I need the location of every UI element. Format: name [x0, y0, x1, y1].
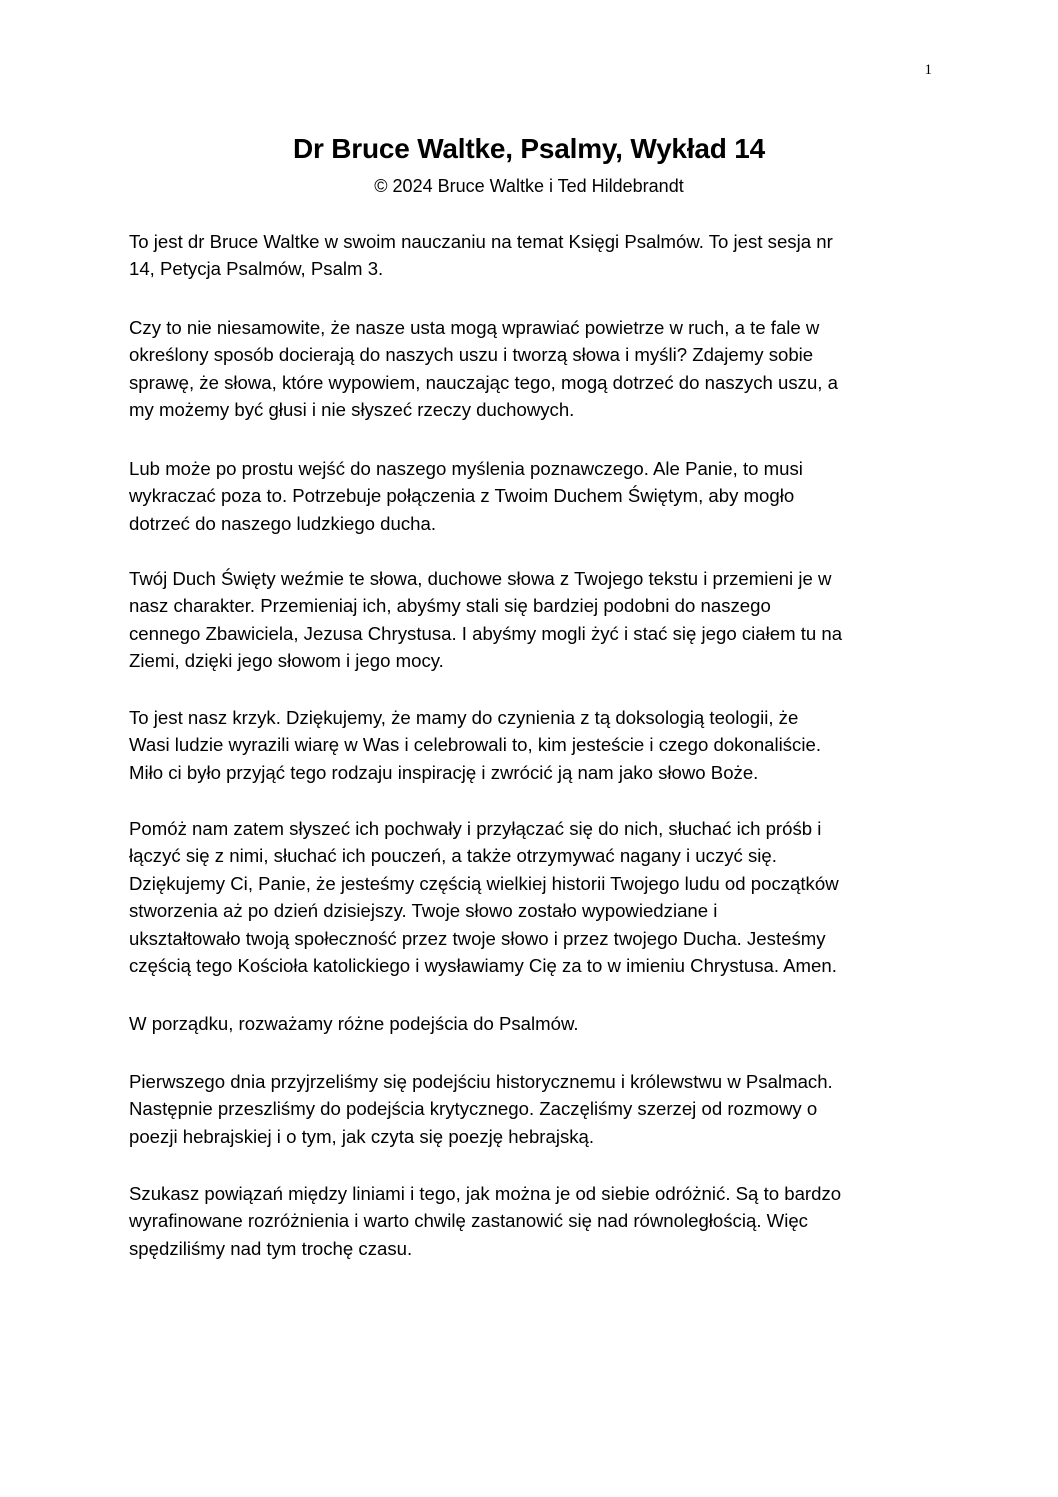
text-line: To jest dr Bruce Waltke w swoim nauczaniu na temat Księgi Psalmów. To jest sesja nr: [129, 231, 833, 252]
paragraph: [129, 815, 839, 979]
paragraph: [129, 314, 838, 424]
text-line: wyrafinowane rozróżnienia i warto chwilę zastanowić się nad równoległością. Więc: [129, 1210, 808, 1232]
document-title: Dr Bruce Waltke, Psalmy, Wykład 14: [292, 133, 765, 164]
text-line: Pierwszego dnia przyjrzeliśmy się podejściu historycznemu i królewstwu w Psalmach.: [129, 1071, 833, 1092]
paragraph: [129, 1068, 833, 1150]
text-line: dotrzeć do naszego ludzkiego ducha.: [129, 512, 437, 534]
paragraph: [129, 1180, 841, 1262]
paragraph: [129, 565, 842, 675]
text-line: poezji hebrajskiej i o tym, jak czyta się poezję hebrajską.: [129, 1125, 595, 1147]
text-line: sprawę, że słowa, które wypowiem, nauczając tego, mogą dotrzeć do naszych uszu, a: [129, 371, 838, 393]
text-line: Czy to nie niesamowite, że nasze usta mogą wprawiać powietrze w ruch, a te fale w: [129, 317, 820, 338]
text-line: To jest nasz krzyk. Dziękujemy, że mamy do czynienia z tą doksologią teologii, że: [129, 707, 799, 728]
paragraph: [129, 1010, 579, 1037]
paragraph: [129, 228, 833, 283]
text-line: łączyć się z nimi, słuchać ich pouczeń, a także otrzymywać nagany i uczyć się.: [129, 845, 777, 867]
text-line: spędziliśmy nad tym trochę czasu.: [129, 1237, 413, 1259]
text-line: Wasi ludzie wyrazili wiarę w Was i celebrowali to, kim jesteście i czego dokonaliście.: [129, 734, 821, 756]
paragraph: [129, 704, 821, 786]
page-number: 1: [924, 62, 932, 78]
text-line: Ziemi, dzięki jego słowom i jego mocy.: [129, 650, 444, 672]
text-line: my możemy być głusi i nie słyszeć rzeczy duchowych.: [129, 399, 575, 421]
text-line: Lub może po prostu wejść do naszego myślenia poznawczego. Ale Panie, to musi: [129, 458, 803, 479]
text-line: Szukasz powiązań między liniami i tego, jak można je od siebie odróżnić. Są to bardzo: [129, 1183, 842, 1204]
text-line: ukształtowało twoją społeczność przez twoje słowo i przez twojego Ducha. Jesteśmy: [129, 927, 826, 949]
text-line: wykraczać poza to. Potrzebuje połączenia z Twoim Duchem Świętym, aby mogło: [129, 485, 795, 507]
text-line: nasz charakter. Przemieniaj ich, abyśmy stali się bardziej podobni do naszego: [129, 595, 771, 617]
text-line: określony sposób docierają do naszych uszu i tworzą słowa i myśli? Zdajemy sobie: [129, 344, 814, 366]
text-line: Następnie przeszliśmy do podejścia krytycznego. Zaczęliśmy szerzej od rozmowy o: [129, 1098, 818, 1120]
text-line: cennego Zbawiciela, Jezusa Chrystusa. I abyśmy mogli żyć i stać się jego ciałem tu na: [129, 622, 843, 644]
paragraph: [129, 455, 803, 537]
text-line: W porządku, rozważamy różne podejścia do Psalmów.: [129, 1013, 579, 1034]
text-line: Pomóż nam zatem słyszeć ich pochwały i przyłączać się do nich, słuchać ich próśb i: [129, 818, 822, 839]
copyright-line: © 2024 Bruce Waltke i Ted Hildebrandt: [374, 176, 684, 196]
text-line: Twój Duch Święty weźmie te słowa, duchowe słowa z Twojego tekstu i przemieni je w: [129, 568, 832, 589]
text-line: 14, Petycja Psalmów, Psalm 3.: [129, 258, 384, 280]
text-line: stworzenia aż po dzień dzisiejszy. Twoje słowo zostało wypowiedziane i: [129, 900, 718, 922]
text-line: częścią tego Kościoła katolickiego i wysławiamy Cię za to w imieniu Chrystusa. Amen.: [129, 955, 837, 977]
text-line: Dziękujemy Ci, Panie, że jesteśmy częścią wielkiej historii Twojego ludu od początków: [129, 872, 839, 894]
text-line: Miło ci było przyjąć tego rodzaju inspirację i zwrócić ją nam jako słowo Boże.: [129, 761, 759, 783]
